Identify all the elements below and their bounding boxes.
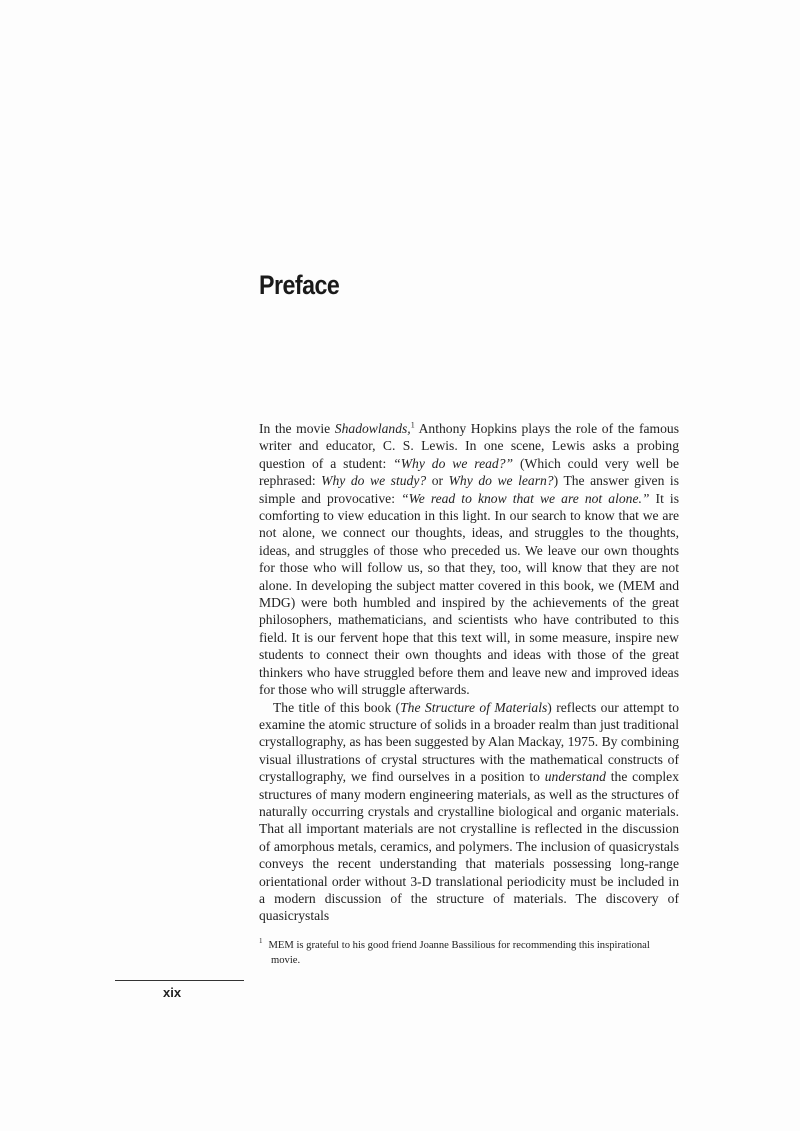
- text-span: (Which could very well be rephrased:: [259, 455, 680, 489]
- quote: “Why do we read?”: [393, 455, 514, 471]
- text-span: or: [426, 473, 449, 489]
- text-span: ) The answer given is simple and provocative:: [259, 473, 679, 506]
- footer-rule: [115, 980, 244, 981]
- quote: Why do we study?: [321, 473, 427, 489]
- text-span: The title of this book (: [273, 699, 401, 715]
- quote: Why do we learn?: [448, 473, 554, 489]
- footnote: [259, 939, 679, 968]
- footnote-text: MEM is grateful to his good friend Joanne Bassilious for recommending this inspirational movie.: [268, 940, 650, 966]
- text-span: Anthony Hopkins plays the role of the famous writer and educator, C. S. Lewis. In one scene, Lewis asks a probing question of a student:: [259, 421, 679, 471]
- quote: “We read to know that we are not alone.”: [401, 490, 650, 506]
- book-title: The Structure of Materials: [400, 699, 548, 715]
- body-text: [259, 420, 679, 925]
- page-title: Preface: [259, 270, 340, 300]
- text-span: ) reflects our attempt to examine the atomic structure of solids in a broader realm than just traditional crystallography, as has been suggested by Alan Mackay, 1975. By combining visual illustrations of crystal structures with the mathematical constructs of crystallography, we find ourselves in a position to: [259, 699, 679, 785]
- footnote-mark: 1: [259, 937, 263, 946]
- footnote-ref[interactable]: 1: [410, 420, 415, 430]
- emphasis: understand: [544, 769, 606, 785]
- text-span: In the movie: [259, 421, 335, 436]
- paragraph-2: [259, 699, 679, 925]
- text-span: It is comforting to view education in this light. In our search to know that we are not alone, we connect our thoughts, ideas, and struggles to the thoughts, ideas, and struggles of those who preceded us. We leave our own thoughts for those who will follow us, so that they, too, will know that they are not alone. In developing the subject matter covered in this book, we (MEM and MDG) were both humbled and inspired by the achievements of the great philosophers, mathematicians, and scientists who have contributed to this field. It is our fervent hope that this text will, in some measure, inspire new students to connect their own thoughts and ideas with those of the great thinkers who have struggled before them and leave new and improved ideas for those who will struggle afterwards.: [259, 490, 680, 698]
- text-span: the complex structures of many modern engineering materials, as well as the structures of naturally occurring crystals and crystalline biological and organic materials. That all important materials are not crystalline is reflected in the discussion of amorphous metals, ceramics, and polymers. The inclusion of quasicrystals conveys the recent understanding that materials possessing long-range orientational order without 3-D translational periodicity must be included in a modern discussion of the structure of materials. The discovery of quasicrystals: [259, 769, 679, 924]
- movie-title: Shadowlands,: [334, 421, 411, 436]
- page-number: xix: [163, 985, 182, 1000]
- paragraph-1: [259, 420, 679, 699]
